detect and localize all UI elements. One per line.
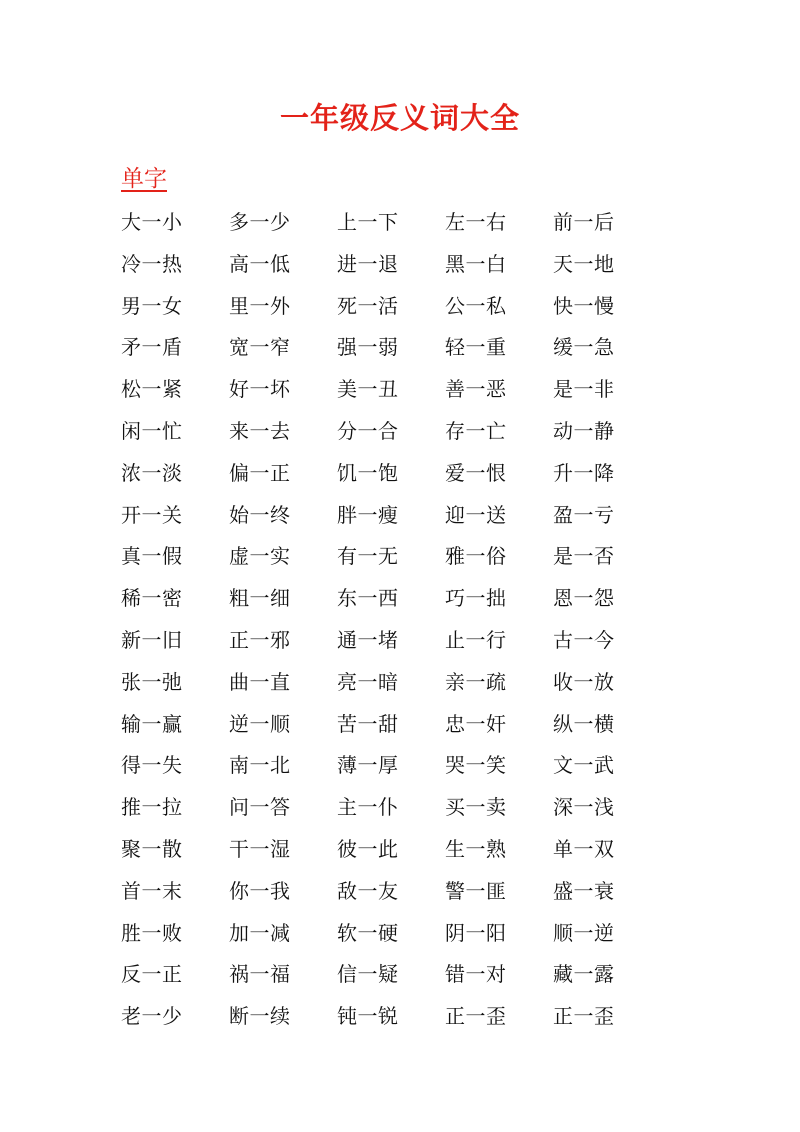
antonym-pair: 黑一白 [445,251,507,276]
antonym-pair: 松一紧 [121,377,183,402]
antonym-pair: 止一行 [445,627,507,652]
antonym-pair: 存一亡 [445,418,507,443]
antonym-pair: 饥一饱 [337,460,399,485]
antonym-pair: 浓一淡 [121,460,183,485]
antonym-pair: 得一失 [121,753,183,778]
antonym-pair: 美一丑 [337,377,399,402]
antonym-pair: 天一地 [553,251,615,276]
antonym-pair: 真一假 [121,544,183,569]
antonym-pair: 正一歪 [445,1004,507,1029]
antonym-pair: 虚一实 [229,544,291,569]
antonym-pair: 纵一横 [553,711,615,736]
antonym-pair: 偏一正 [229,460,291,485]
antonym-pair: 正一邪 [229,627,291,652]
antonym-pair: 生一熟 [445,836,507,861]
antonym-pair: 敌一友 [337,878,399,903]
antonym-pair: 分一合 [337,418,399,443]
antonym-pair: 老一少 [121,1004,183,1029]
antonym-pair: 是一非 [553,377,615,402]
antonym-pair: 大一小 [121,210,183,234]
antonym-pair: 忠一奸 [445,711,507,736]
antonym-pair: 哭一笑 [445,753,507,778]
antonym-pair: 首一末 [121,878,183,903]
antonym-pair: 高一低 [229,251,291,276]
antonym-pair: 警一匪 [445,878,507,903]
antonym-pair: 巧一拙 [445,586,507,611]
antonym-pair: 里一外 [229,293,291,318]
antonym-pair: 主一仆 [337,795,399,820]
antonym-pair: 阴一阳 [445,920,507,945]
antonym-pair: 单一双 [553,836,615,861]
antonym-pair: 升一降 [553,460,615,485]
antonym-pair: 钝一锐 [337,1004,399,1029]
antonym-pair: 藏一露 [553,962,615,987]
antonym-pair: 雅一俗 [445,544,507,569]
antonym-pair: 断一续 [229,1004,291,1029]
antonym-pair: 曲一直 [229,669,291,694]
antonym-pair: 轻一重 [445,335,507,360]
antonym-pair: 错一对 [445,962,507,987]
antonym-pair: 东一西 [337,586,399,611]
antonym-pair: 善一恶 [445,377,507,402]
antonym-pair: 加一减 [229,920,291,945]
section-heading-single-char: 单字 [121,166,167,192]
antonym-pair: 彼一此 [337,836,399,861]
antonym-pair: 软一硬 [337,920,399,945]
antonym-pair: 收一放 [553,669,615,694]
antonym-pair: 稀一密 [121,586,183,611]
antonym-pair: 矛一盾 [121,335,183,360]
antonym-pair: 胜一败 [121,920,183,945]
antonym-pair: 胖一瘦 [337,502,399,527]
antonym-pair: 有一无 [337,544,399,569]
antonym-pair: 冷一热 [121,251,183,276]
antonym-pair: 来一去 [229,418,291,443]
antonym-pair: 好一坏 [229,377,291,402]
antonym-pair: 始一终 [229,502,291,527]
antonym-pair: 聚一散 [121,836,183,861]
antonym-pair: 问一答 [229,795,291,820]
antonym-grid [121,204,681,1040]
antonym-pair: 粗一细 [229,586,291,611]
antonym-pair: 左一右 [445,210,507,234]
antonym-pair: 你一我 [229,878,291,903]
antonym-pair: 信一疑 [337,962,399,987]
antonym-pair: 通一堵 [337,627,399,652]
antonym-pair: 薄一厚 [337,753,399,778]
antonym-pair: 干一湿 [229,836,291,861]
antonym-pair: 文一武 [553,753,615,778]
antonym-pair: 死一活 [337,293,399,318]
antonym-pair: 多一少 [229,210,291,234]
antonym-pair: 是一否 [553,544,615,569]
page-title: 一年级反义词大全 [279,101,520,135]
antonym-pair: 逆一顺 [229,711,291,736]
antonym-pair: 输一赢 [121,711,183,736]
antonym-pair: 亲一疏 [445,669,507,694]
antonym-pair: 反一正 [121,962,183,987]
antonym-pair: 强一弱 [337,335,399,360]
antonym-pair: 动一静 [553,418,615,443]
antonym-pair: 恩一怨 [553,586,615,611]
antonym-pair: 闲一忙 [121,418,183,443]
antonym-pair: 盈一亏 [553,502,615,527]
antonym-pair: 南一北 [229,753,291,778]
antonym-pair: 进一退 [337,251,399,276]
antonym-pair: 宽一窄 [229,335,291,360]
antonym-pair: 男一女 [121,293,183,318]
antonym-pair: 顺一逆 [553,920,615,945]
antonym-pair: 爱一恨 [445,460,507,485]
antonym-pair: 推一拉 [121,795,183,820]
antonym-pair: 深一浅 [553,795,615,820]
antonym-pair: 缓一急 [553,335,615,360]
antonym-pair: 张一弛 [121,669,183,694]
antonym-pair: 祸一福 [229,962,291,987]
antonym-pair: 公一私 [445,293,507,318]
antonym-pair: 开一关 [121,502,183,527]
antonym-pair: 买一卖 [445,795,507,820]
antonym-pair: 新一旧 [121,627,183,652]
antonym-pair: 古一今 [553,627,615,652]
antonym-pair: 前一后 [553,210,615,234]
antonym-pair: 上一下 [337,210,399,234]
antonym-pair: 亮一暗 [337,669,399,694]
antonym-pair: 正一歪 [553,1004,615,1029]
antonym-pair: 快一慢 [553,293,615,318]
antonym-pair: 苦一甜 [337,711,399,736]
antonym-pair: 盛一衰 [553,878,615,903]
antonym-pair: 迎一送 [445,502,507,527]
